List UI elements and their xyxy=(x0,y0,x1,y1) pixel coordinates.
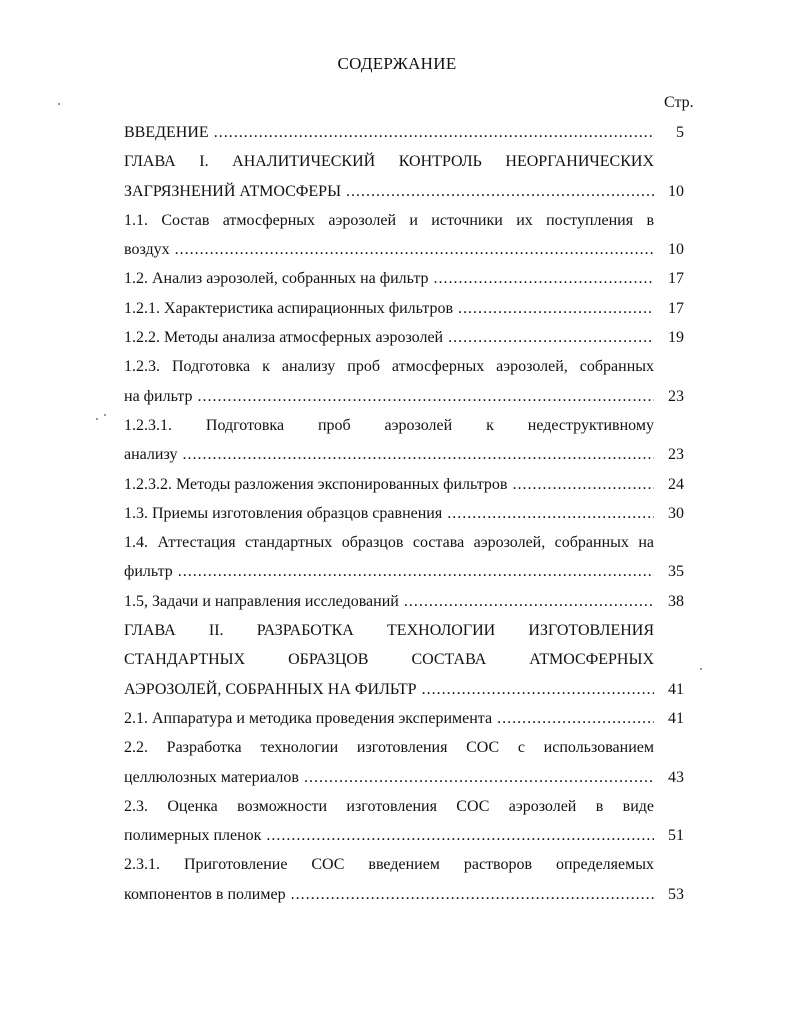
table-of-contents xyxy=(124,118,684,909)
page-title: СОДЕРЖАНИЕ xyxy=(337,54,457,73)
toc-entry-title xyxy=(124,352,654,411)
scan-speck xyxy=(58,103,60,105)
toc-entry xyxy=(124,792,684,851)
scan-speck xyxy=(700,668,702,670)
toc-entry-line-last: 1.3. Приемы изготовления образцов сравнения ..... xyxy=(124,499,654,528)
toc-entry-page-number: 5 xyxy=(676,124,684,141)
toc-entry-line: ГЛАВА II. РАЗРАБОТКА ТЕХНОЛОГИИ ИЗГОТОВЛЕНИЯ xyxy=(124,622,654,640)
toc-entry-page-number: 41 xyxy=(668,680,684,698)
toc-entry-page-number: 53 xyxy=(668,885,684,903)
toc-entry-line-last: 1.2. Анализ аэрозолей, собранных на фильтр ..... xyxy=(124,264,654,293)
toc-entry xyxy=(124,704,684,733)
toc-entry xyxy=(124,323,684,352)
toc-entry-title xyxy=(124,118,654,147)
toc-entry-page-number: 23 xyxy=(668,446,684,464)
toc-entry-title xyxy=(124,294,654,323)
toc-entry-title xyxy=(124,792,654,851)
toc-entry-page-number: 24 xyxy=(668,475,684,493)
toc-entry-line: 1.4. Аттестация стандартных образцов состава аэрозолей, собранных на xyxy=(124,534,654,552)
page-column-label: Стр. xyxy=(664,94,694,111)
toc-entry xyxy=(124,264,684,293)
toc-entry-line: 1.2.3.1. Подготовка проб аэрозолей к недеструктивному xyxy=(124,416,654,434)
toc-entry xyxy=(124,118,684,147)
toc-entry-page-number: 17 xyxy=(668,270,684,288)
toc-entry-line: ГЛАВА I. АНАЛИТИЧЕСКИЙ КОНТРОЛЬ НЕОРГАНИЧЕСКИХ xyxy=(124,153,654,171)
toc-entry-line-last: 1.2.3.2. Методы разложения экспонированных фильтров ..... xyxy=(124,470,654,499)
toc-entry-title xyxy=(124,411,654,470)
toc-entry-page-number: 23 xyxy=(668,387,684,405)
toc-entry xyxy=(124,616,684,704)
toc-entry-page-number: 17 xyxy=(668,299,684,317)
toc-entry-line-last: на фильтр ..... xyxy=(124,382,654,411)
toc-entry xyxy=(124,147,684,206)
toc-entry xyxy=(124,206,684,265)
toc-entry xyxy=(124,587,684,616)
toc-entry-title xyxy=(124,587,654,616)
toc-entry xyxy=(124,352,684,411)
toc-entry-line-last: целлюлозных материалов ..... xyxy=(124,763,654,792)
toc-entry-line: 2.3.1. Приготовление СОС введением растворов определяемых xyxy=(124,856,654,874)
toc-entry-title xyxy=(124,528,654,587)
toc-entry xyxy=(124,411,684,470)
toc-entry-line: 1.2.3. Подготовка к анализу проб атмосферных аэрозолей, собранных xyxy=(124,358,654,376)
toc-entry-line-last: 1.2.2. Методы анализа атмосферных аэрозолей ..... xyxy=(124,323,654,352)
toc-entry-title xyxy=(124,850,654,909)
toc-entry-line-last: 2.1. Аппаратура и методика проведения эксперимента ..... xyxy=(124,704,654,733)
toc-entry-title xyxy=(124,733,654,792)
toc-entry-line: 1.1. Состав атмосферных аэрозолей и источники их поступления в xyxy=(124,211,654,229)
toc-entry xyxy=(124,733,684,792)
scan-speck xyxy=(96,418,98,420)
toc-entry-title xyxy=(124,616,654,704)
toc-entry-title xyxy=(124,499,654,528)
toc-entry-line-last: ЗАГРЯЗНЕНИЙ АТМОСФЕРЫ ..... xyxy=(124,177,654,206)
toc-entry-page-number: 38 xyxy=(668,592,684,610)
toc-entry-line-last: полимерных пленок ..... xyxy=(124,821,654,850)
toc-entry-page-number: 30 xyxy=(668,504,684,522)
scan-speck xyxy=(104,414,106,416)
toc-entry-page-number: 10 xyxy=(668,241,684,259)
toc-entry xyxy=(124,850,684,909)
toc-entry-title xyxy=(124,323,654,352)
toc-entry-page-number: 10 xyxy=(668,182,684,200)
toc-entry-line-last: анализу ..... xyxy=(124,440,654,469)
toc-entry-line-last: компонентов в полимер ..... xyxy=(124,880,654,909)
toc-entry xyxy=(124,499,684,528)
toc-entry-line-last: ВВЕДЕНИЕ ..... xyxy=(124,118,654,147)
toc-entry-title xyxy=(124,470,654,499)
toc-entry xyxy=(124,528,684,587)
toc-entry xyxy=(124,470,684,499)
toc-entry-page-number: 19 xyxy=(668,329,684,347)
toc-entry-title xyxy=(124,704,654,733)
toc-entry-line-last: воздух ..... xyxy=(124,235,654,264)
toc-entry-line: СТАНДАРТНЫХ ОБРАЗЦОВ СОСТАВА АТМОСФЕРНЫХ xyxy=(124,651,654,669)
toc-entry-page-number: 43 xyxy=(668,768,684,786)
toc-entry-title xyxy=(124,147,654,206)
toc-entry-line: 2.3. Оценка возможности изготовления СОС аэрозолей в виде xyxy=(124,797,654,815)
toc-entry-line-last: фильтр ..... xyxy=(124,557,654,586)
toc-entry-page-number: 41 xyxy=(668,709,684,727)
toc-entry-line-last: АЭРОЗОЛЕЙ, СОБРАННЫХ НА ФИЛЬТР ..... xyxy=(124,675,654,704)
toc-entry-page-number: 51 xyxy=(668,827,684,845)
toc-entry-title xyxy=(124,264,654,293)
toc-entry-line-last: 1.2.1. Характеристика аспирационных фильтров ..... xyxy=(124,294,654,323)
toc-entry-page-number: 35 xyxy=(668,563,684,581)
toc-entry-line-last: 1.5, Задачи и направления исследований ..... xyxy=(124,587,654,616)
toc-entry xyxy=(124,294,684,323)
toc-entry-line: 2.2. Разработка технологии изготовления СОС с использованием xyxy=(124,739,654,757)
toc-entry-title xyxy=(124,206,654,265)
